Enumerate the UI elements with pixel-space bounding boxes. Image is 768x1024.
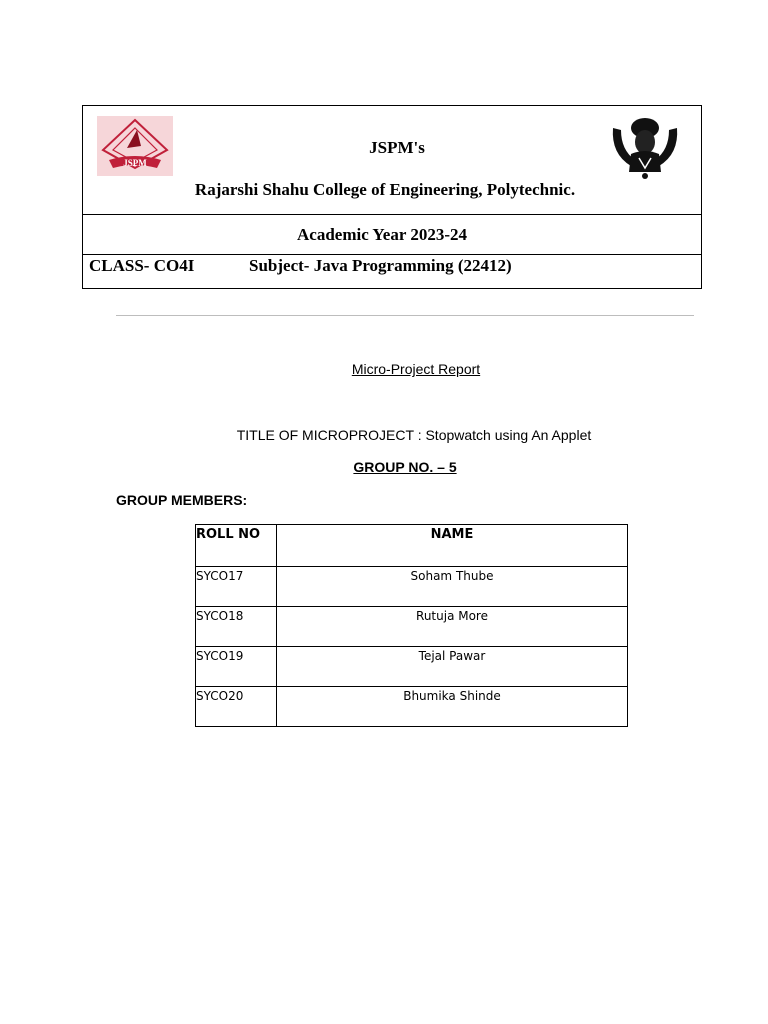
roll-no-cell: SYCO20 xyxy=(196,687,277,727)
name-cell: Bhumika Shinde xyxy=(277,687,628,727)
academic-year: Academic Year 2023-24 xyxy=(297,225,467,244)
school-short-name: JSPM's xyxy=(369,138,425,157)
table-row xyxy=(196,687,628,727)
group-number: GROUP NO. – 5 xyxy=(353,459,457,475)
academic-year-row xyxy=(83,215,701,255)
class-label: CLASS- CO4I xyxy=(89,256,195,275)
college-header xyxy=(82,105,702,289)
name-cell: Rutuja More xyxy=(277,607,628,647)
group-members-table xyxy=(195,524,628,727)
logo-left-text: JSPM xyxy=(123,158,147,168)
group-members-label: GROUP MEMBERS: xyxy=(116,492,248,508)
roll-no-cell: SYCO17 xyxy=(196,567,277,607)
microproject-title-text: TITLE OF MICROPROJECT : Stopwatch using An Applet xyxy=(236,427,592,443)
section-divider xyxy=(116,315,694,316)
column-header-roll-no: ROLL NO xyxy=(196,525,277,567)
subject-label: Subject- Java Programming (22412) xyxy=(249,256,512,275)
report-heading: Micro-Project Report xyxy=(351,361,481,377)
name-cell: Tejal Pawar xyxy=(277,647,628,687)
table-row xyxy=(196,567,628,607)
class-subject-row xyxy=(83,255,701,289)
shahu-maharaj-emblem-icon xyxy=(609,114,681,180)
table-row xyxy=(196,607,628,647)
name-cell: Soham Thube xyxy=(277,567,628,607)
roll-no-cell: SYCO18 xyxy=(196,607,277,647)
microproject-title xyxy=(0,427,768,443)
header-title-row xyxy=(83,106,701,215)
roll-no-cell: SYCO19 xyxy=(196,647,277,687)
table-row xyxy=(196,647,628,687)
column-header-name: NAME xyxy=(277,525,628,567)
table-header-row xyxy=(196,525,628,567)
college-name: Rajarshi Shahu College of Engineering, Polytechnic. xyxy=(194,180,576,199)
